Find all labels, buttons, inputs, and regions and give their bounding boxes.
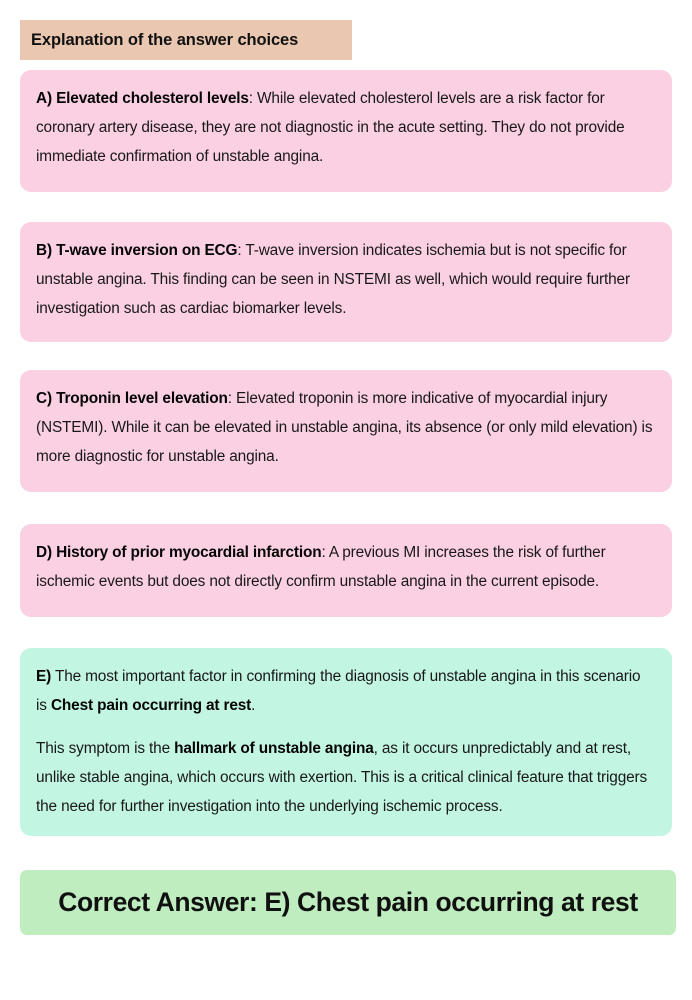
answer-choice-card-d bbox=[20, 524, 672, 617]
answer-choice-card-b bbox=[20, 222, 672, 342]
section-header-title: Explanation of the answer choices bbox=[31, 30, 299, 49]
correct-answer-text: Correct Answer: E) Chest pain occurring at rest bbox=[58, 887, 638, 918]
answer-choice-c-body: : Elevated troponin is more indicative of myocardial injury (NSTEMI). While it can be elevated in unstable angina, its absence (or only mild elevation) is more diagnostic for unstable angina. bbox=[36, 390, 653, 465]
answer-choice-e-p2-before: This symptom is the bbox=[36, 740, 175, 757]
answer-choice-e-p2-after: , as it occurs unpredictably and at rest, unlike stable angina, which occurs with exertion. This is a critical clinical feature that triggers the need for further investigation into the underlying ischemic process. bbox=[36, 740, 648, 815]
answer-choice-e-paragraph-2 bbox=[36, 734, 654, 821]
section-header-badge bbox=[20, 20, 352, 60]
answer-choice-c-text bbox=[36, 384, 654, 471]
answer-choice-d-body: : A previous MI increases the risk of further ischemic events but does not directly confirm unstable angina in the current episode. bbox=[36, 544, 606, 590]
answer-choice-e-lead: E) bbox=[36, 668, 52, 685]
answer-choice-c-lead: C) Troponin level elevation bbox=[36, 390, 228, 407]
answer-choice-b-lead: B) T-wave inversion on ECG bbox=[36, 242, 238, 259]
answer-choice-a-text bbox=[36, 84, 654, 171]
answer-choice-card-a bbox=[20, 70, 672, 192]
answer-choice-e-paragraph-1 bbox=[36, 662, 654, 720]
answer-choice-d-lead: D) History of prior myocardial infarction bbox=[36, 544, 322, 561]
answer-choice-e-p2-bold: hallmark of unstable angina bbox=[174, 740, 374, 757]
answer-choice-e-p1-bold: Chest pain occurring at rest bbox=[50, 697, 252, 714]
correct-answer-banner bbox=[20, 870, 676, 935]
answer-choice-card-e bbox=[20, 648, 672, 836]
answer-choice-e-p1-after: . bbox=[251, 697, 256, 714]
answer-choice-b-body: : T-wave inversion indicates ischemia but is not specific for unstable angina. This finding can be seen in NSTEMI as well, which would require further investigation such as cardiac biomarker levels. bbox=[36, 242, 630, 317]
answer-choice-b-text bbox=[36, 236, 654, 323]
answer-choice-a-lead: A) Elevated cholesterol levels bbox=[36, 90, 249, 107]
answer-choice-card-c bbox=[20, 370, 672, 492]
answer-choice-e-p1-before: The most important factor in confirming the diagnosis of unstable angina in this scenario is bbox=[36, 668, 641, 714]
answer-choice-a-body: : While elevated cholesterol levels are a risk factor for coronary artery disease, they are not diagnostic in the acute setting. They do not provide immediate confirmation of unstable angina. bbox=[36, 90, 625, 165]
answer-choice-d-text bbox=[36, 538, 654, 596]
